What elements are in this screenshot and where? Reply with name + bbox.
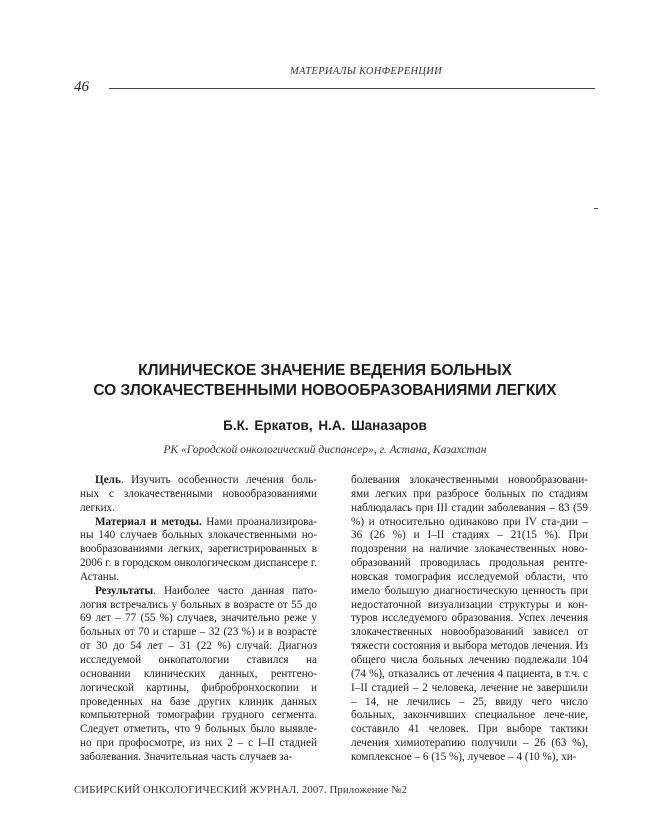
right-column: [351, 474, 588, 765]
article-title-line-2: СО ЗЛОКАЧЕСТВЕННЫМИ НОВООБРАЗОВАНИЯМИ ЛЕГКИХ: [93, 382, 557, 399]
results-paragraph: [80, 585, 317, 765]
running-head-title: МАТЕРИАЛЫ КОНФЕРЕНЦИИ: [290, 66, 443, 77]
methods-paragraph: [80, 516, 317, 585]
methods-label: Материал и методы.: [95, 515, 202, 528]
aim-paragraph: [80, 474, 317, 516]
page-number: 46: [74, 79, 89, 95]
methods-text: Нами проанализирова-ны 140 случаев больных злокачественными но-вообразованиями легких, зарегистрированных в 2006 г. в городском онкологическом диспансере г. Астаны.: [80, 515, 317, 583]
article-affiliation: РК «Городской онкологический диспансер», г. Астана, Казахстан: [163, 444, 487, 456]
header-rule: [109, 88, 595, 89]
article-title-line-1: КЛИНИЧЕСКОЕ ЗНАЧЕНИЕ ВЕДЕНИЯ БОЛЬНЫХ: [138, 362, 512, 379]
left-column: [80, 474, 317, 765]
results-continued-paragraph: болевания злокачественными новообразовани-ями легких при разбросе больных по стадиям наблюдалась при III стадии заболевания – 83 (59 %) и относительно одинаково при IV ста-дии – 36 (26 %) и I–II стадиях – 21(15 %). При подозрении на наличие злокачественных ново-образований проводилась продольная рентге-новская томография исследуемой области, что имело большую диагностическую ценность при недостаточной визуализации структуры и кон-туров исследуемого образования. Успех лечения злокачественных новообразований зависел от тяжести состояния и выбора методов лечения. Из общего числа больных лечению подлежали 104 (74 %), отказались от лечения 4 пациента, в т.ч. с I–II стадией – 2 человека, лечение не завершили – 14, не лечились – 25, ввиду чего число больных, закончивших специальное лече-ние, составило 41 человек. При выборе тактики лечения химиотерапию получили – 26 (63 %), комплексное – 6 (15 %), лучевое – 4 (10 %), хи-: [351, 474, 588, 763]
results-label: Результаты: [95, 584, 154, 597]
print-speck: [594, 208, 598, 209]
article-authors: Б.К. Еркатов, Н.А. Шаназаров: [223, 418, 427, 433]
aim-text: . Изучить особенности лечения боль-ных с злокачественными новообразованиями легких.: [80, 474, 317, 514]
article-title: [60, 361, 590, 401]
aim-label: Цель: [95, 474, 121, 486]
journal-footer: СИБИРСКИЙ ОНКОЛОГИЧЕСКИЙ ЖУРНАЛ. 2007. Приложение №2: [74, 784, 408, 796]
results-text: . Наиболее часто данная пато-логия встречались у больных в возрасте от 55 до 69 лет – 77 (55 %) случаев, значительно реже у больных от 70 и старше – 32 (23 %) и в возрасте от 30 до 54 лет – 31 (22 %) случай. Диагноз исследуемой онкопатологии ставился на основании клинических данных, рентгено-логической картины, фибробронхоскопии и проведенных на базе других клиник данных компьютерной томографии грудного сегмента. Следует отметить, что 9 больных было выявле-но при профосмотре, из них 2 – с I–II стадией заболевания. Значительная часть случаев за-: [80, 584, 317, 763]
